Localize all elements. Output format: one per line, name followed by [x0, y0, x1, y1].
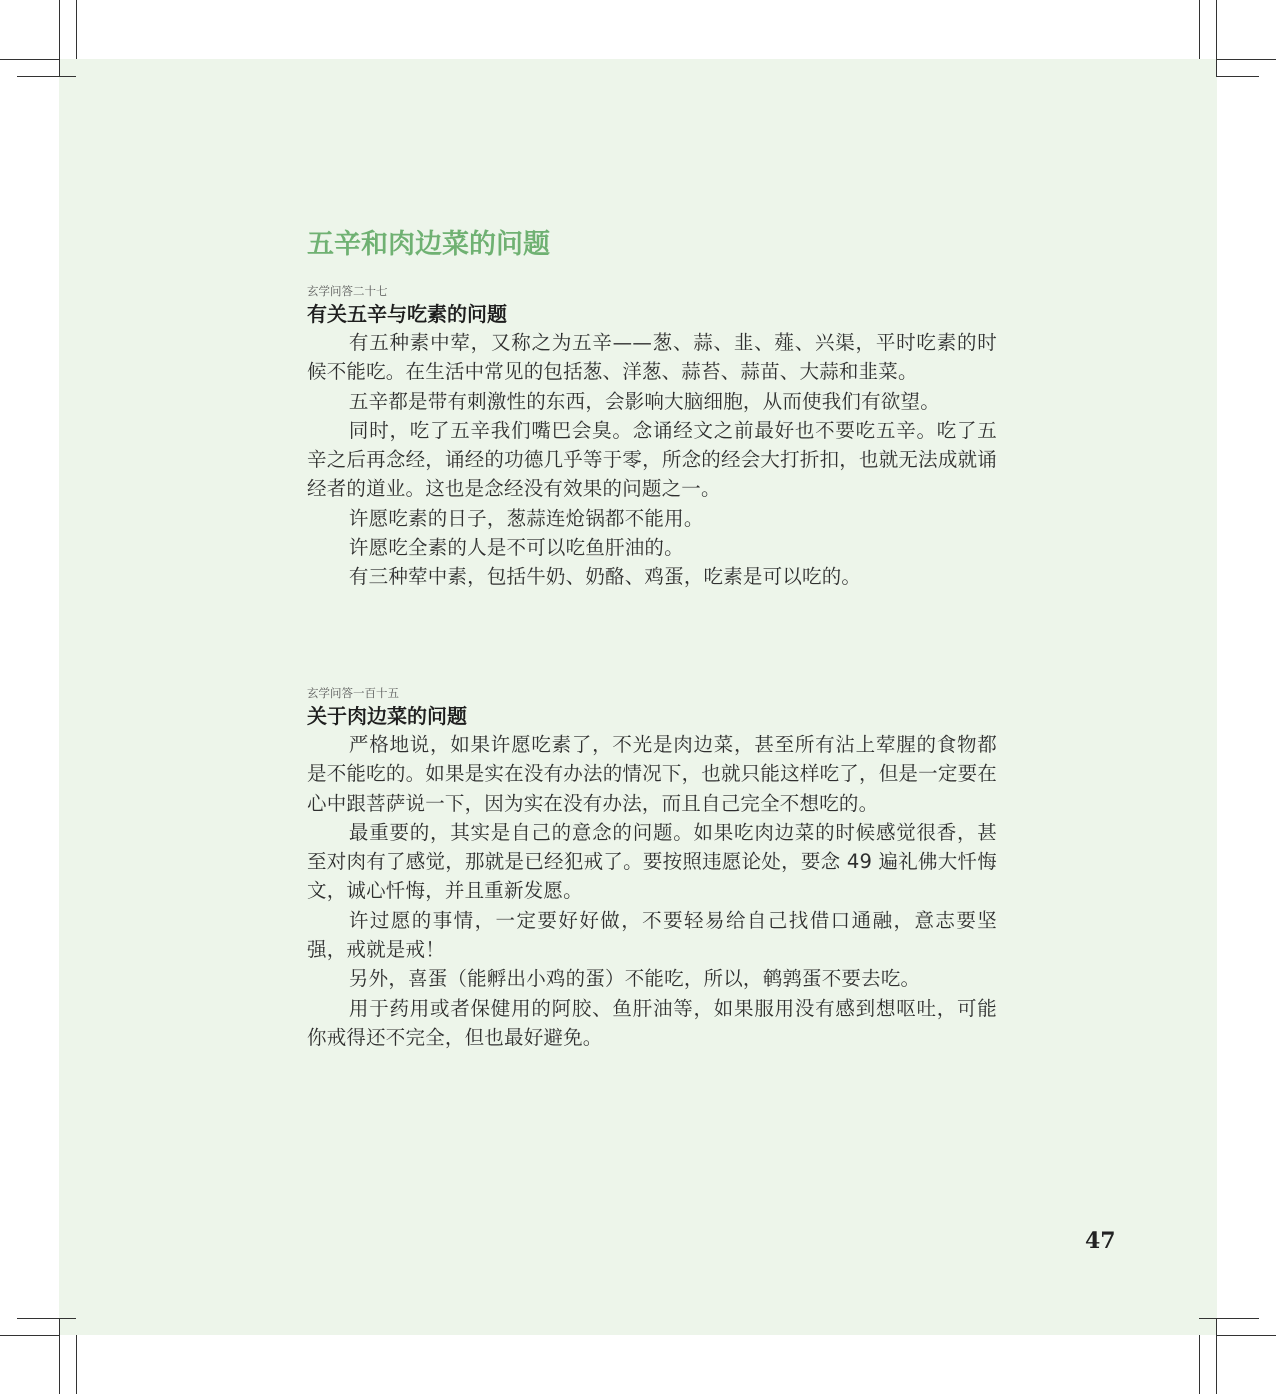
section-kicker: 玄学问答二十七 [307, 284, 388, 298]
crop-mark [0, 1335, 59, 1336]
chapter-title: 五辛和肉边菜的问题 [307, 229, 550, 260]
crop-mark [1216, 59, 1276, 60]
crop-mark [1199, 0, 1200, 59]
crop-mark [59, 1318, 60, 1394]
paragraph: 严格地说，如果许愿吃素了，不光是肉边菜，甚至所有沾上荤腥的食物都是不能吃的。如果是实在没有办法的情况下，也就只能这样吃了，但是一定要在心中跟菩萨说一下，因为实在没有办法，而且自己完全不想吃的。 [307, 733, 997, 815]
paragraph: 五辛都是带有刺激性的东西，会影响大脑细胞，从而使我们有欲望。 [348, 389, 940, 413]
section-heading: 关于肉边菜的问题 [307, 704, 467, 728]
section-roubiancai [307, 686, 997, 1052]
paragraph: 许愿吃素的日子，葱蒜连炝锅都不能用。 [348, 506, 704, 530]
section-wuxin [307, 284, 997, 592]
section-kicker: 玄学问答一百十五 [307, 686, 399, 700]
paragraph: 另外，喜蛋（能孵出小鸡的蛋）不能吃，所以，鹌鹑蛋不要去吃。 [348, 967, 921, 991]
crop-mark [76, 0, 77, 59]
crop-mark [59, 0, 60, 76]
paragraph: 用于药用或者保健用的阿胶、鱼肝油等，如果服用没有感到想呕吐，可能你戒得还不完全，但也最好避免。 [307, 996, 997, 1049]
section-heading: 有关五辛与吃素的问题 [307, 302, 507, 326]
crop-mark [1199, 1335, 1200, 1394]
crop-mark [1216, 1318, 1217, 1394]
crop-mark [1216, 76, 1259, 77]
paragraph: 许愿吃全素的人是不可以吃鱼肝油的。 [348, 536, 684, 560]
crop-mark [1216, 1335, 1276, 1336]
crop-mark [1216, 0, 1217, 76]
crop-mark [0, 59, 59, 60]
crop-mark [1199, 1318, 1259, 1319]
paragraph: 有三种荤中素，包括牛奶、奶酪、鸡蛋，吃素是可以吃的。 [348, 565, 862, 589]
paragraph: 最重要的，其实是自己的意念的问题。如果吃肉边菜的时候感觉很香，甚至对肉有了感觉，那就是已经犯戒了。要按照违愿论处，要念 49 遍礼佛大忏悔文，诚心忏悔，并且重新发愿。 [307, 820, 997, 903]
page-number: 47 [1085, 1228, 1116, 1254]
crop-mark [17, 1318, 76, 1319]
paragraph: 同时，吃了五辛我们嘴巴会臭。念诵经文之前最好也不要吃五辛。吃了五辛之后再念经，诵经的功德几乎等于零，所念的经会大打折扣，也就无法成就诵经者的道业。这也是念经没有效果的问题之一。 [307, 418, 997, 501]
crop-mark [76, 1335, 77, 1394]
paragraph: 有五种素中荤，又称之为五辛——葱、蒜、韭、薤、兴渠，平时吃素的时候不能吃。在生活中常见的包括葱、洋葱、蒜苔、蒜苗、大蒜和韭菜。 [307, 331, 997, 384]
paragraph: 许过愿的事情，一定要好好做，不要轻易给自己找借口通融，意志要坚强，戒就是戒！ [307, 908, 997, 962]
crop-mark [17, 76, 76, 77]
